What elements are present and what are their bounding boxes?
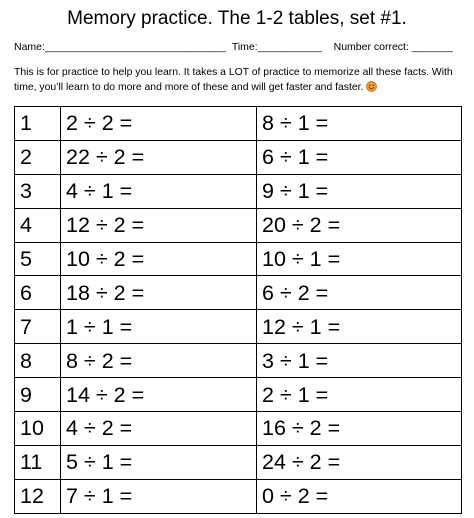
problem-right[interactable]: 3 ÷ 1 =: [257, 344, 462, 378]
row-number: 7: [15, 310, 61, 344]
time-label: Time:: [231, 41, 258, 53]
problem-left[interactable]: 4 ÷ 2 =: [61, 412, 257, 446]
problem-left[interactable]: 12 ÷ 2 =: [61, 208, 257, 242]
problem-left[interactable]: 2 ÷ 2 =: [61, 107, 257, 141]
row-number: 8: [15, 344, 61, 378]
problem-left[interactable]: 4 ÷ 1 =: [61, 174, 257, 208]
name-label: Name:: [14, 41, 45, 53]
problem-left[interactable]: 1 ÷ 1 =: [61, 310, 257, 344]
row-number: 4: [15, 208, 61, 242]
problem-row: [15, 378, 462, 412]
problem-right[interactable]: 0 ÷ 2 =: [257, 479, 462, 513]
row-number: 5: [15, 242, 61, 276]
problem-right[interactable]: 20 ÷ 2 =: [257, 208, 462, 242]
problem-left[interactable]: 10 ÷ 2 =: [61, 242, 257, 276]
problem-row: [15, 208, 462, 242]
student-info-line: [14, 41, 464, 54]
row-number: 3: [15, 174, 61, 208]
instructions-text: This is for practice to help you learn. It takes a LOT of practice to memorize all these facts. With time, you’ll learn to do more and more of these and will get faster and faster.: [14, 67, 453, 93]
problem-row: [15, 344, 462, 378]
problem-right[interactable]: 12 ÷ 1 =: [257, 310, 462, 344]
problem-right[interactable]: 24 ÷ 2 =: [257, 445, 462, 479]
row-number: 11: [15, 445, 61, 479]
problem-row: [15, 412, 462, 446]
problem-row: [15, 445, 462, 479]
number-correct-field[interactable]: _______: [411, 41, 453, 53]
row-number: 2: [15, 140, 61, 174]
problem-row: [15, 140, 462, 174]
instructions-paragraph: [14, 65, 466, 95]
page-title: Memory practice. The 1-2 tables, set #1.: [67, 8, 407, 29]
problem-left[interactable]: 14 ÷ 2 =: [61, 378, 257, 412]
division-facts-table: [14, 106, 462, 514]
row-number: 9: [15, 378, 61, 412]
problem-right[interactable]: 10 ÷ 1 =: [257, 242, 462, 276]
facts-table-body: [15, 107, 462, 514]
row-number: 12: [15, 479, 61, 513]
problem-left[interactable]: 5 ÷ 1 =: [61, 445, 257, 479]
problem-left[interactable]: 7 ÷ 1 =: [61, 479, 257, 513]
number-correct-label: Number correct:: [333, 41, 409, 53]
problem-row: [15, 310, 462, 344]
smiley-face-icon: [366, 81, 377, 92]
problem-right[interactable]: 9 ÷ 1 =: [257, 174, 462, 208]
problem-row: [15, 107, 462, 141]
problem-row: [15, 174, 462, 208]
problem-row: [15, 479, 462, 513]
problem-right[interactable]: 2 ÷ 1 =: [257, 378, 462, 412]
problem-right[interactable]: 8 ÷ 1 =: [257, 107, 462, 141]
problem-row: [15, 242, 462, 276]
problem-right[interactable]: 16 ÷ 2 =: [257, 412, 462, 446]
problem-right[interactable]: 6 ÷ 1 =: [257, 140, 462, 174]
name-field[interactable]: _______________________________: [44, 41, 226, 53]
row-number: 6: [15, 276, 61, 310]
problem-left[interactable]: 18 ÷ 2 =: [61, 276, 257, 310]
problem-left[interactable]: 8 ÷ 2 =: [61, 344, 257, 378]
problem-row: [15, 276, 462, 310]
row-number: 1: [15, 107, 61, 141]
time-field[interactable]: ___________: [257, 41, 322, 53]
problem-left[interactable]: 22 ÷ 2 =: [61, 140, 257, 174]
problem-right[interactable]: 6 ÷ 2 =: [257, 276, 462, 310]
row-number: 10: [15, 412, 61, 446]
